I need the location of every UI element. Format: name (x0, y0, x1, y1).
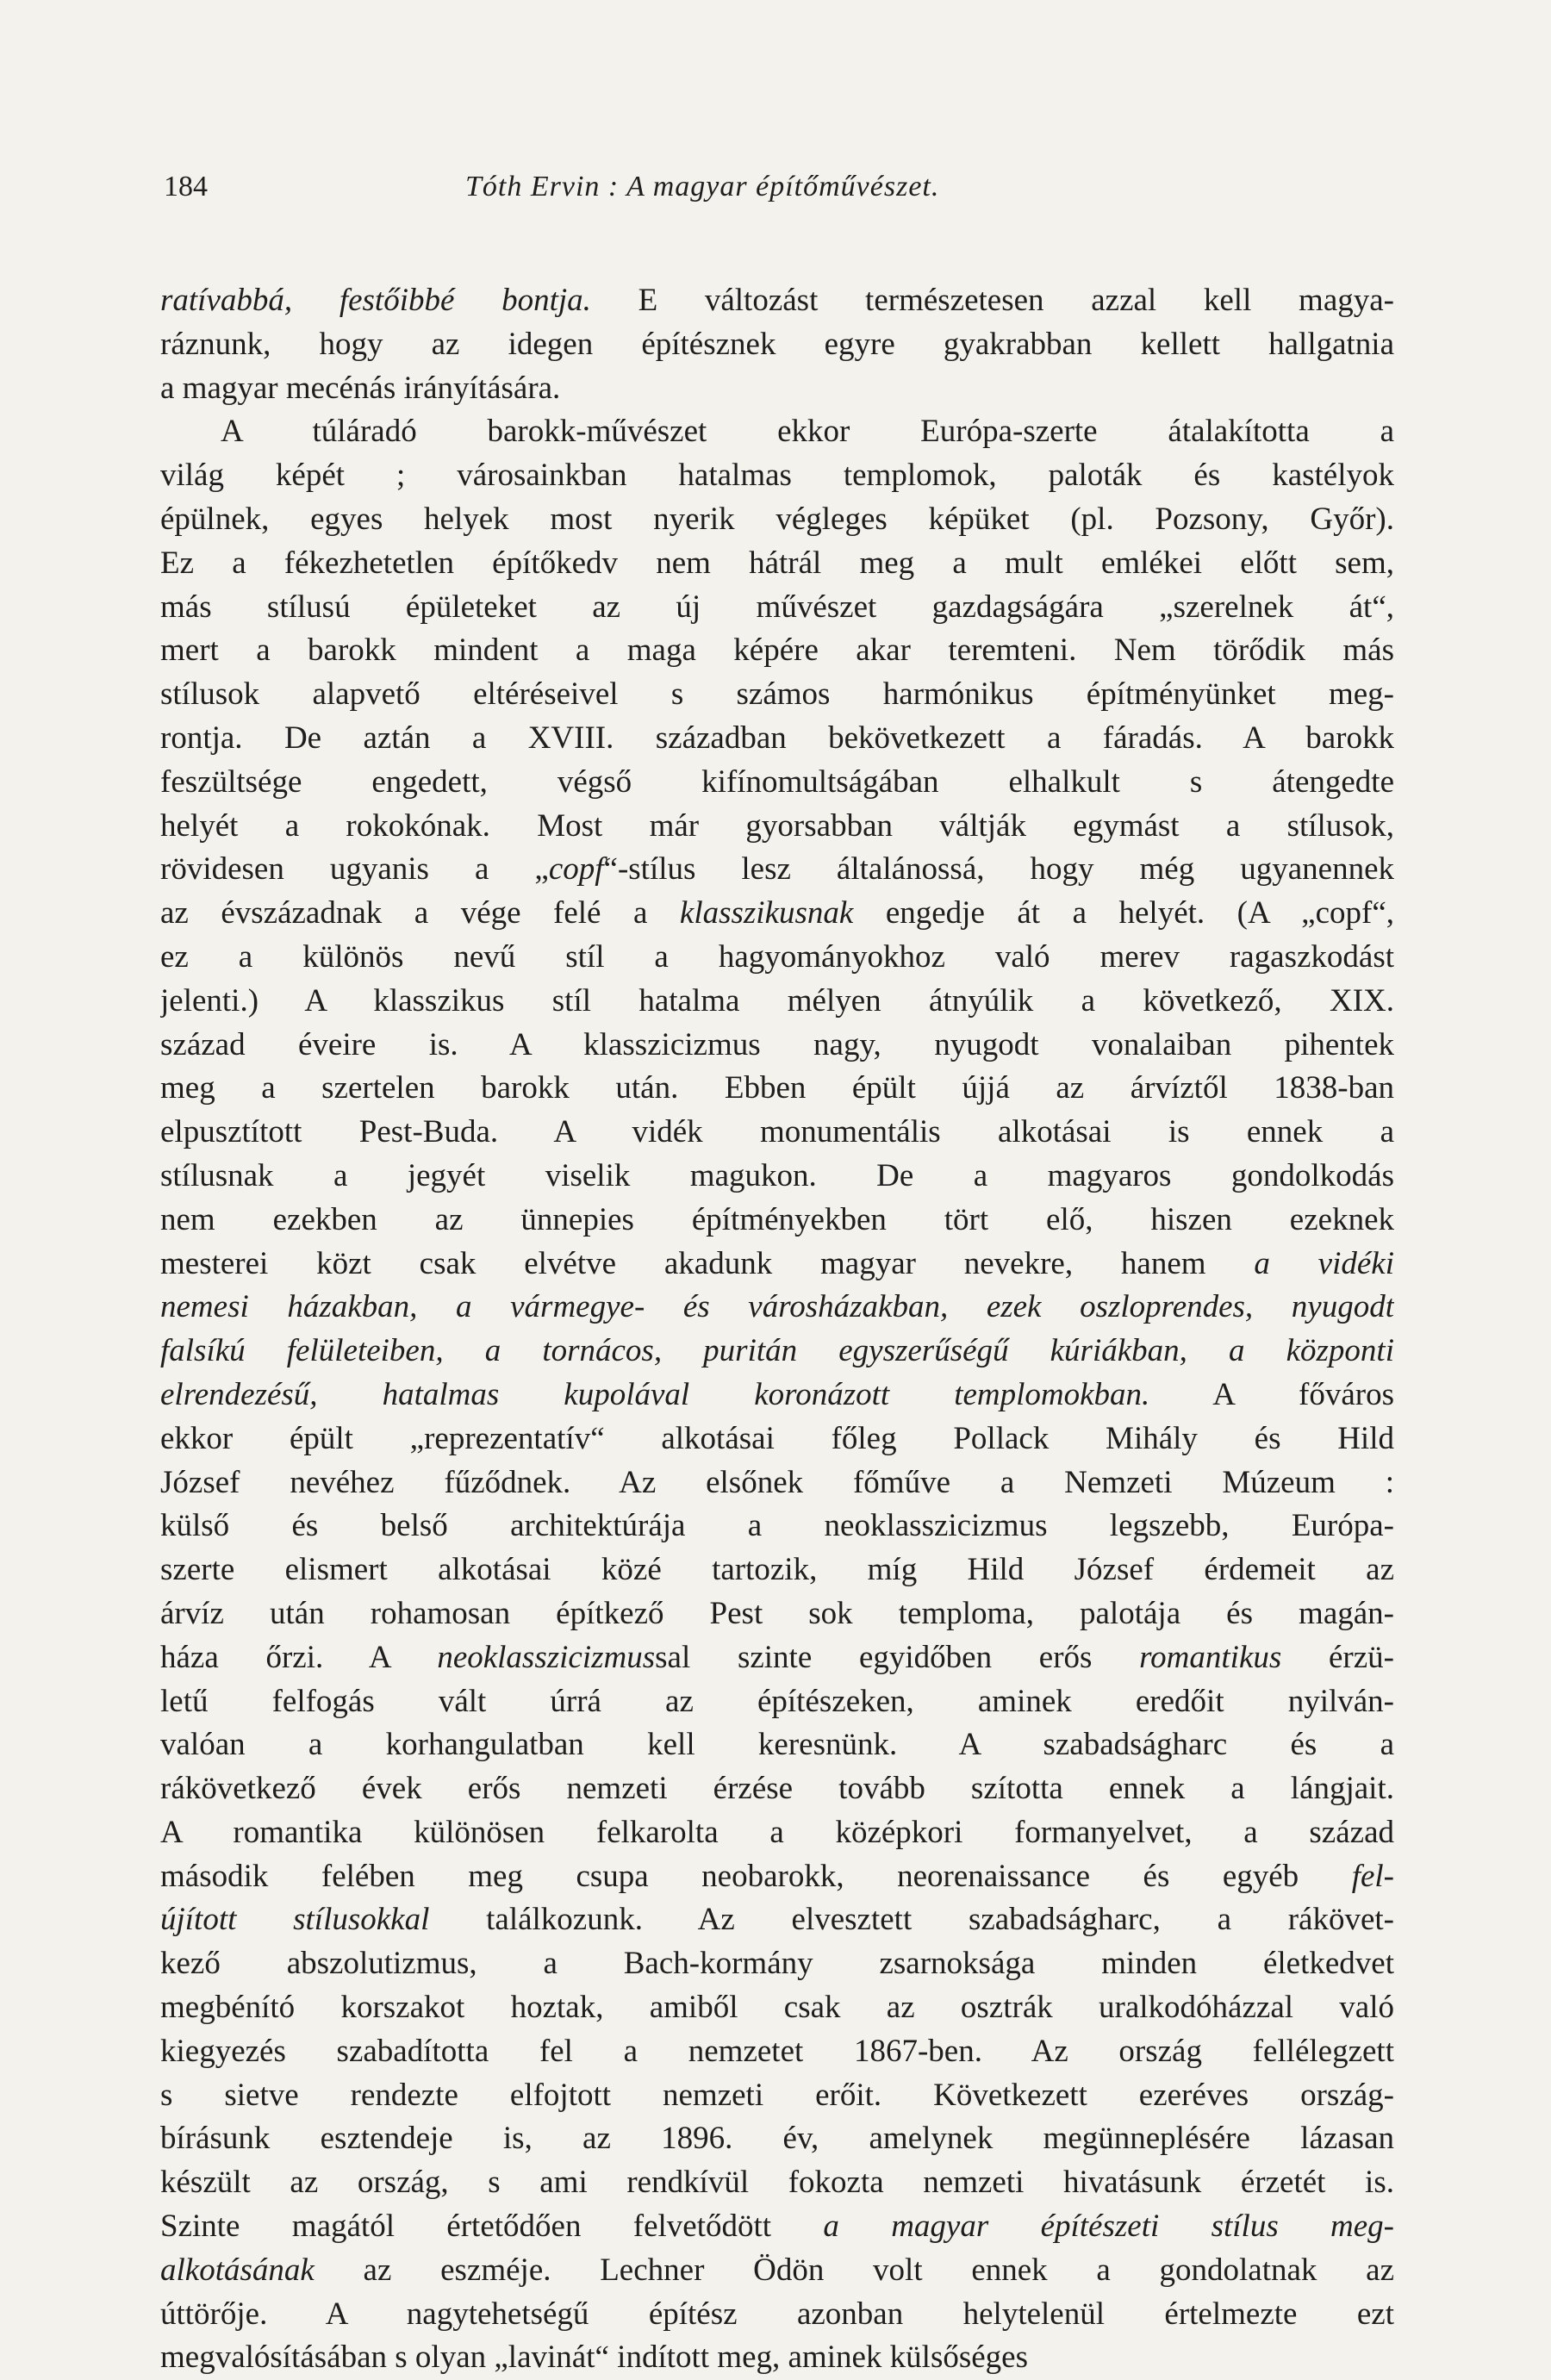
text-line (160, 410, 1394, 454)
text-line (160, 1636, 1394, 1680)
italic-text: klasszikusnak (679, 895, 854, 931)
text-line (160, 1767, 1394, 1811)
text-segment: A túláradó barokk-művészet ekkor Európa-szerte átalakította a (221, 414, 1394, 450)
italic-text: neoklasszicizmus (437, 1639, 656, 1675)
italic-text: a magyar építészeti stílus meg- (823, 2209, 1394, 2245)
text-line (160, 1155, 1394, 1199)
text-line (160, 1330, 1394, 1374)
page-header (0, 171, 1551, 222)
text-line (160, 279, 1394, 323)
text-line (160, 1986, 1394, 2030)
italic-text: fel- (1351, 1858, 1394, 1894)
text-line (160, 629, 1394, 673)
text-segment: szerte elismert alkotásai közé tartozik, míg Hild József érdemeit az (160, 1552, 1394, 1588)
text-segment: meg a szertelen barokk után. Ebben épült újjá az árvíztől 1838-ban (160, 1070, 1394, 1106)
text-line (160, 805, 1394, 849)
text-segment: stílusnak a jegyét viselik magukon. De a magyaros gondolkodás (160, 1157, 1394, 1193)
text-line (160, 1286, 1394, 1330)
text-line (160, 1723, 1394, 1767)
text-line (160, 586, 1394, 630)
text-line (160, 1374, 1394, 1417)
text-segment: “-stílus lesz általánossá, hogy még ugyanennek (603, 851, 1394, 888)
text-line (160, 1199, 1394, 1243)
text-segment: ráznunk, hogy az idegen építésznek egyre gyakrabban kellett hallgatnia (160, 326, 1394, 362)
text-line (160, 673, 1394, 717)
text-line (160, 1680, 1394, 1724)
text-line (160, 498, 1394, 542)
text-segment: nem ezekben az ünnepies építményekben tört elő, hiszen ezeknek (160, 1201, 1394, 1237)
text-segment: E változást természetesen azzal kell magya- (590, 283, 1394, 318)
text-segment: feszültsége engedett, végső kifínomultságában elhalkult s átengedte (160, 763, 1394, 800)
text-line (160, 2161, 1394, 2205)
text-segment: kező abszolutizmus, a Bach-kormány zsarnoksága minden életkedvet (160, 1946, 1394, 1982)
text-segment: világ képét ; városainkban hatalmas templomok, paloták és kastélyok (160, 458, 1394, 494)
text-line (160, 1243, 1394, 1287)
text-line (160, 1067, 1394, 1111)
text-line (160, 1417, 1394, 1461)
italic-text: ratívabbá, festőibbé bontja. (160, 283, 591, 318)
text-segment: Ez a fékezhetetlen építőkedv nem hátrál meg a mult emlékei előtt sem, (160, 545, 1394, 581)
text-line (160, 1111, 1394, 1155)
text-segment: az eszméje. Lechner Ödön volt ennek a gondolatnak az (314, 2252, 1394, 2288)
text-segment: rákövetkező évek erős nemzeti érzése tovább szította ennek a lángjait. (160, 1771, 1394, 1807)
text-line (160, 848, 1394, 892)
text-line (160, 980, 1394, 1024)
text-segment: mert a barokk mindent a maga képére akar teremteni. Nem törődik más (160, 632, 1394, 669)
text-segment: az évszázadnak a vége felé a (160, 895, 680, 931)
text-segment: jelenti.) A klasszikus stíl hatalma mélyen átnyúlik a következő, XIX. (160, 982, 1394, 1019)
text-segment: rövidesen ugyanis a „ (160, 851, 549, 888)
text-segment: más stílusú épületeket az új művészet gazdagságára „szerelnek át“, (160, 589, 1394, 625)
text-segment: sal szinte egyidőben erős (655, 1639, 1140, 1675)
text-segment: bírásunk esztendeje is, az 1896. év, amelynek megünneplésére lázasan (160, 2121, 1394, 2157)
text-line (160, 1461, 1394, 1505)
text-segment: rontja. De aztán a XVIII. században bekövetkezett a fáradás. A barokk (160, 720, 1394, 756)
text-line (160, 2249, 1394, 2293)
text-segment: megvalósításában s olyan „lavinát“ indított meg, aminek külsőséges (160, 2340, 1028, 2376)
italic-text: elrendezésű, hatalmas kupolával koronázott templomokban. (160, 1376, 1150, 1412)
text-line (160, 2293, 1394, 2337)
italic-text: copf (548, 851, 604, 888)
text-segment: Szinte magától értetődően felvetődött (160, 2209, 824, 2245)
text-segment: találkozunk. Az elvesztett szabadságharc, a rákövet- (429, 1902, 1394, 1938)
text-segment: elpusztított Pest-Buda. A vidék monumentális alkotásai is ennek a (160, 1114, 1394, 1150)
text-line (160, 367, 1394, 411)
text-segment: század éveire is. A klasszicizmus nagy, nyugodt vonalaiban pihentek (160, 1026, 1394, 1062)
text-line (160, 1548, 1394, 1592)
text-segment: második felében meg csupa neobarokk, neorenaissance és egyéb (160, 1858, 1352, 1894)
text-segment: érzü- (1281, 1639, 1394, 1675)
text-segment: készült az ország, s ami rendkívül fokozta nemzeti hivatásunk érzetét is. (160, 2165, 1394, 2201)
text-line (160, 717, 1394, 761)
body-text (160, 279, 1394, 2380)
text-line (160, 1942, 1394, 1986)
text-segment: József nevéhez fűződnek. Az elsőnek főműve a Nemzeti Múzeum : (160, 1464, 1394, 1500)
italic-text: nemesi házakban, a vármegye- és városházakban, ezek oszloprendes, nyugodt (160, 1289, 1394, 1325)
text-segment: megbénító korszakot hoztak, amiből csak az osztrák uralkodóházzal való (160, 1990, 1394, 2026)
text-segment: ekkor épült „reprezentatív“ alkotásai főleg Pollack Mihály és Hild (160, 1420, 1394, 1456)
text-line (160, 1505, 1394, 1548)
italic-text: újított stílusokkal (160, 1902, 430, 1938)
italic-text: alkotásának (160, 2252, 315, 2288)
text-segment: külső és belső architektúrája a neoklasszicizmus legszebb, Európa- (160, 1508, 1394, 1544)
text-line (160, 1592, 1394, 1636)
text-line (160, 2336, 1394, 2380)
text-segment: kiegyezés szabadította fel a nemzetet 1867-ben. Az ország fellélegzett (160, 2033, 1394, 2069)
page-number: 184 (164, 171, 208, 202)
italic-text: a vidéki (1254, 1245, 1394, 1281)
text-line (160, 892, 1394, 936)
text-line (160, 542, 1394, 586)
running-title: Tóth Ervin : A magyar építőművészet. (465, 171, 940, 202)
text-segment: mesterei közt csak elvétve akadunk magyar nevekre, hanem (160, 1245, 1255, 1281)
text-segment: engedje át a helyét. (A „copf“, (853, 895, 1394, 931)
text-segment: úttörője. A nagytehetségű építész azonban helytelenül értelmezte ezt (160, 2296, 1394, 2332)
text-segment: a magyar mecénás irányítására. (160, 370, 561, 406)
italic-text: romantikus (1139, 1639, 1282, 1675)
text-segment: stílusok alapvető eltéréseivel s számos harmónikus építményünket meg- (160, 676, 1394, 713)
text-segment: háza őrzi. A (160, 1639, 438, 1675)
text-segment: s sietve rendezte elfojtott nemzeti erőit. Következett ezeréves ország- (160, 2077, 1394, 2113)
text-segment: valóan a korhangulatban kell keresnünk. A szabadságharc és a (160, 1727, 1394, 1763)
text-line (160, 1811, 1394, 1855)
text-line (160, 936, 1394, 980)
text-segment: helyét a rokokónak. Most már gyorsabban váltják egymást a stílusok, (160, 807, 1394, 844)
text-line (160, 454, 1394, 498)
text-line (160, 2030, 1394, 2074)
text-segment: árvíz után rohamosan építkező Pest sok temploma, palotája és magán- (160, 1595, 1394, 1631)
text-line (160, 1024, 1394, 1068)
text-segment: letű felfogás vált úrrá az építészeken, aminek eredőit nyilván- (160, 1683, 1394, 1719)
text-segment: épülnek, egyes helyek most nyerik végleges képüket (pl. Pozsony, Győr). (160, 501, 1394, 537)
text-line (160, 2117, 1394, 2161)
text-segment: ez a különös nevű stíl a hagyományokhoz való merev ragaszkodást (160, 938, 1394, 975)
text-line (160, 2205, 1394, 2249)
text-line (160, 1898, 1394, 1942)
text-line (160, 2074, 1394, 2118)
text-line (160, 761, 1394, 805)
italic-text: falsíkú felületeiben, a tornácos, puritán egyszerűségű kúriákban, a központi (160, 1333, 1394, 1369)
text-segment: A főváros (1149, 1376, 1394, 1412)
text-segment: A romantika különösen felkarolta a középkori formanyelvet, a század (160, 1814, 1394, 1850)
text-line (160, 1855, 1394, 1899)
text-line (160, 323, 1394, 367)
